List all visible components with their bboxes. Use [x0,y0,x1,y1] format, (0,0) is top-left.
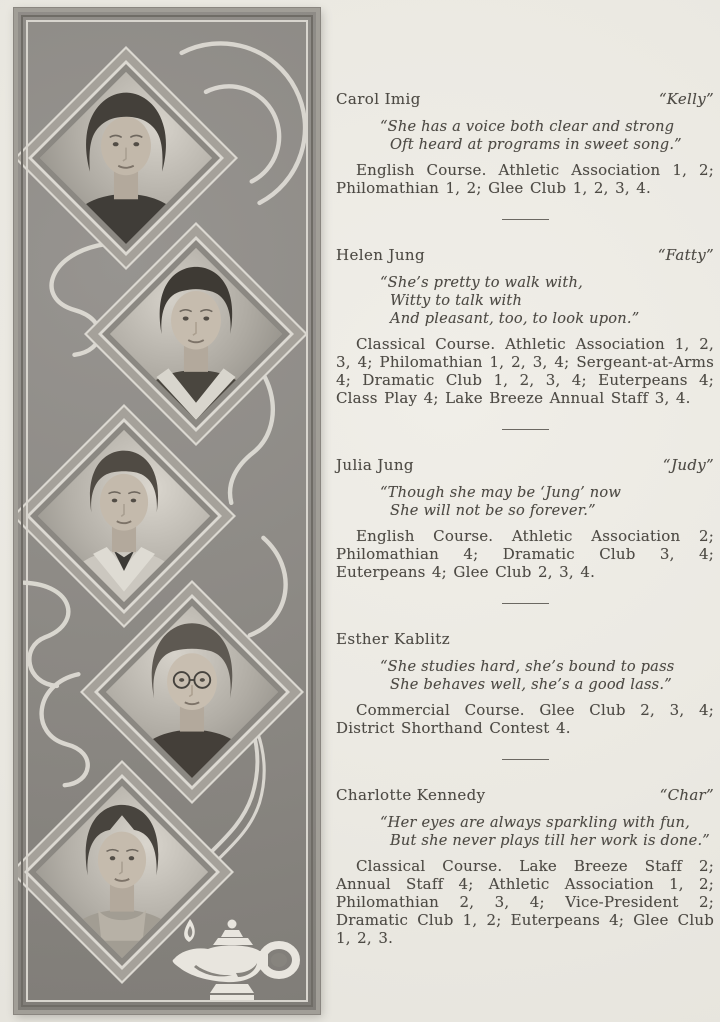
student-quote [336,658,714,694]
student-entry [336,630,714,737]
entry-header [336,456,714,474]
student-entries-column [336,0,714,947]
quote-line: Oft heard at programs in sweet song.” [390,136,682,153]
woman-portrait-illustration [38,430,210,602]
student-activities: Classical Course. Lake Breeze Staff 2; Annual Staff 4; Athletic Association 1, 2; Philomathian 2, 3, 4; Vice-President 2; Dramatic Club 1, 2; Euterpeans 4; Glee Club 1, 2, 3. [336,857,714,947]
portrait-photo-2 [110,248,282,420]
lamp-of-knowledge-icon [166,907,306,1002]
portrait-plate [14,8,320,1014]
student-name: Esther Kablitz [336,630,451,648]
entry-header [336,246,714,264]
quote-line: “Her eyes are always sparkling with fun, [380,814,690,831]
student-quote [336,118,714,154]
entry-header [336,90,714,108]
student-nickname: “Judy” [662,456,714,474]
student-name: Julia Jung [336,456,414,474]
student-entry [336,90,714,197]
student-name: Helen Jung [336,246,425,264]
student-quote [336,484,714,520]
student-activities: Commercial Course. Glee Club 2, 3, 4; District Shorthand Contest 4. [336,701,714,737]
student-name: Carol Imig [336,90,421,108]
woman-portrait-illustration [40,72,212,244]
quote-line: “She has a voice both clear and strong [380,118,675,135]
woman-portrait-illustration [106,606,278,778]
quote-line: “She’s pretty to walk with, [380,274,583,291]
section-divider [502,759,549,760]
student-entry [336,786,714,947]
quote-line: She behaves well, she’s a good lass.” [390,676,672,693]
section-divider [502,219,549,220]
quote-line: She will not be so forever.” [390,502,596,519]
student-quote [336,814,714,850]
student-name: Charlotte Kennedy [336,786,486,804]
quote-line: And pleasant, too, to look upon.” [390,310,640,327]
student-activities: English Course. Athletic Association 2; Philomathian 4; Dramatic Club 3, 4; Euterpeans 4; Glee Club 2, 3, 4. [336,527,714,581]
student-activities: Classical Course. Athletic Association 1, 2, 3, 4; Philomathian 1, 2, 3, 4; Sergeant-at-Arms 4; Dramatic Club 1, 2, 3, 4; Euterpeans 4; Class Play 4; Lake Breeze Annual Staff 3, 4. [336,335,714,407]
quote-line: “She studies hard, she’s bound to pass [380,658,675,675]
student-nickname: “Fatty” [657,246,714,264]
quote-line: But she never plays till her work is done.” [390,832,710,849]
section-divider [502,603,549,604]
student-entry [336,456,714,581]
portrait-photo-1 [40,72,212,244]
student-entry [336,246,714,407]
portrait-photo-4 [106,606,278,778]
quote-line: Witty to talk with [390,292,523,309]
entry-header [336,786,714,804]
entry-header [336,630,714,648]
student-nickname: “Kelly” [658,90,714,108]
portrait-photo-3 [38,430,210,602]
section-divider [502,429,549,430]
student-nickname: “Char” [659,786,714,804]
quote-line: “Though she may be ‘Jung’ now [380,484,622,501]
student-activities: English Course. Athletic Association 1, 2; Philomathian 1, 2; Glee Club 1, 2, 3, 4. [336,161,714,197]
student-quote [336,274,714,328]
woman-portrait-illustration [110,248,282,420]
